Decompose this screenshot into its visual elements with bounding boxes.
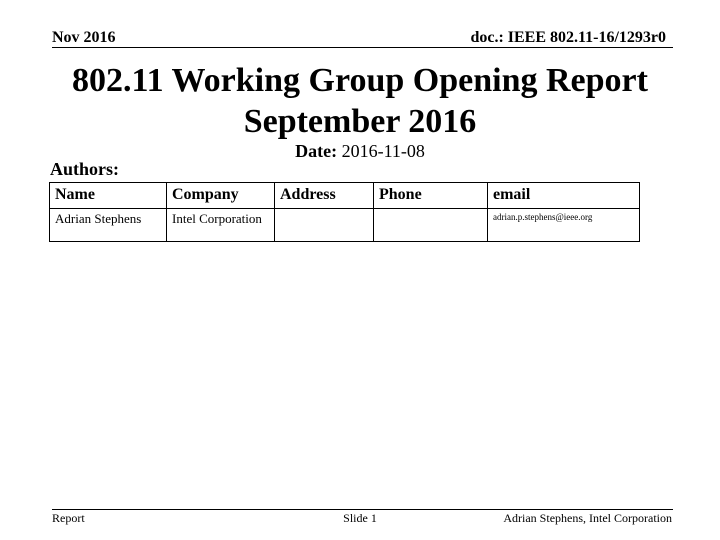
cell-phone <box>374 209 488 242</box>
slide-title <box>40 60 680 142</box>
col-header-phone: Phone <box>374 183 488 209</box>
authors-table <box>49 182 640 242</box>
title-line-1: 802.11 Working Group Opening Report <box>72 62 648 99</box>
header-date: Nov 2016 <box>52 29 116 46</box>
title-line-2: September 2016 <box>243 103 477 140</box>
footer-left: Report <box>52 511 85 525</box>
header-doc-id: doc.: IEEE 802.11-16/1293r0 <box>470 29 666 46</box>
date-value: 2016-11-08 <box>341 141 425 161</box>
table-row <box>50 209 640 242</box>
date-label: Date: <box>295 141 338 161</box>
footer-slide-number: Slide 1 <box>343 511 377 525</box>
cell-name: Adrian Stephens <box>50 209 167 242</box>
cell-email: adrian.p.stephens@ieee.org <box>488 209 640 242</box>
cell-company: Intel Corporation <box>167 209 275 242</box>
col-header-name: Name <box>50 183 167 209</box>
footer-divider <box>52 509 673 510</box>
footer-author: Adrian Stephens, Intel Corporation <box>503 511 672 525</box>
cell-address <box>275 209 374 242</box>
header-divider <box>52 47 673 48</box>
col-header-address: Address <box>275 183 374 209</box>
table-header-row <box>50 183 640 209</box>
col-header-company: Company <box>167 183 275 209</box>
authors-label: Authors: <box>50 159 120 179</box>
col-header-email: email <box>488 183 640 209</box>
